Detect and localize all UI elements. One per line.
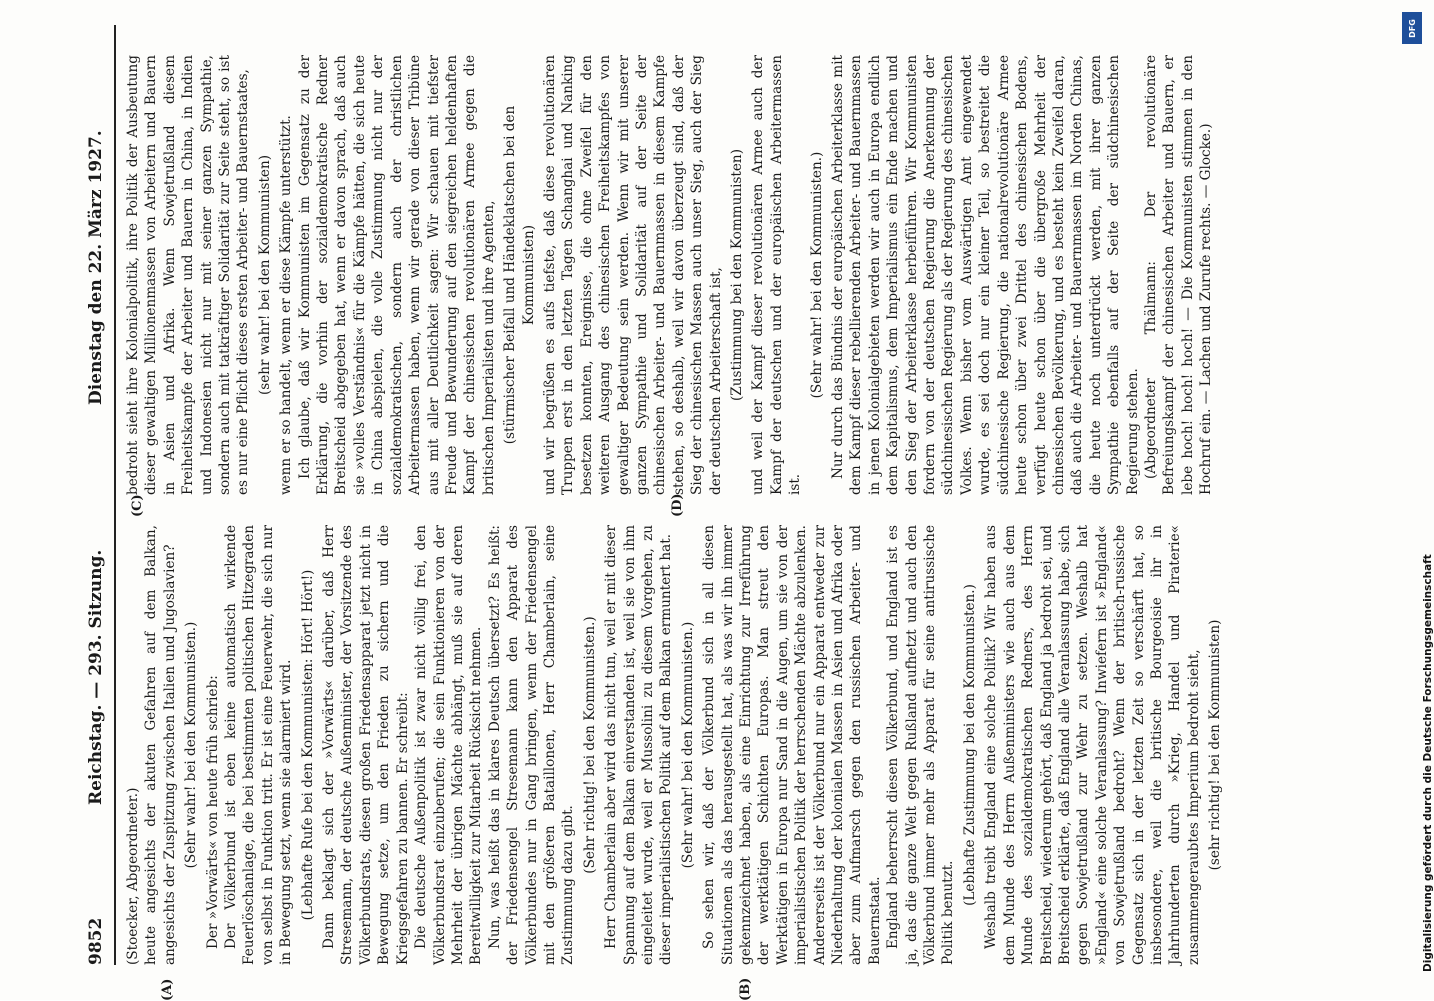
page-header <box>80 25 114 965</box>
speaker-line: (Stoecker, Abgeordneter.) <box>125 787 141 965</box>
paragraph: Der »Vorwärts« von heute früh schrieb: <box>204 675 221 949</box>
paragraph: Nun, was heißt das in klares Deutsch übersetzt? Es heißt: der Friedensengel Stresemann kann den Apparat des Völkerbundes nur in Gang bringen, wenn der Friedensengel mit den größeren Bataillonen, Herr Chamberlain, seine Zustimmung dazu gibt. <box>486 525 577 965</box>
session-title: Reichstag. — 293. Sitzung. <box>86 549 106 805</box>
page-number: 9852 <box>86 917 106 965</box>
interjection: (sehr richtig! bei den Kommunisten) <box>1207 619 1224 871</box>
paragraph: Dann beklagt sich der »Vorwärts« darüber, daß Herr Stresemann, der deutsche Außenminister, der Vorsitzende des Völkerbundsrats, diesen großen Friedensapparat jetzt nicht in Bewegung setze, um den Frieden zu sichern und die Kriegsgefahren zu bannen. Er schreibt: <box>321 525 411 965</box>
paragraph: bedroht sieht ihre Kolonialpolitik, ihre Politik der Ausbeutung dieser gewaltigen Millionenmassen von Arbeitern und Bauern in Asien und Afrika. Wenn Sowjetrußland diesem Freiheitskampfe der Arbeiter und Bauern in China, in Indien und Indonesien nicht nur mit seiner ganzen Sympathie, sondern auch mit tatkräftiger Solidarität zur Seite steht, so ist es nur eine Pflicht dieses ersten Arbeiter- und Bauernstaates, <box>125 55 252 495</box>
paragraph: und weil der Kampf dieser revolutionären Armee auch der Kampf der deutschen und der europäischen Arbeitermassen ist. <box>750 55 804 495</box>
left-column <box>124 525 1228 965</box>
dfg-logo <box>1402 12 1422 44</box>
rotated-page-content <box>80 25 1380 1001</box>
paragraph: Weshalb treibt England eine solche Politik? Wir haben aus dem Munde des Herrn Außenministers wie auch aus dem Munde des sozialdemokratischen Redners, des Herrn Breitscheid, wiederum gehört, daß England ja bedroht sei, und Breitscheid erklärte, daß England alle Veranlassung habe, sich gegen Sowjetrußland zur Wehr zu setzen. Weshalb hat »England« eine solche Veranlassung? Inwiefern ist »England« von Sowjetrußland bedroht? Wenn der britisch-russische Gegensatz sich in der letzten Zeit so verschärft hat, so insbesondere, weil die britische Bourgeoisie ihr in Jahrhunderten durch »Krieg, Handel und Piraterie« zusammengeraubtes Imperium bedroht sieht, <box>983 525 1202 965</box>
interjection: (Sehr wahr! bei den Kommunisten.) <box>679 621 696 869</box>
paragraph: und wir begrüßen es aufs tiefste, daß diese revolutionären Truppen erst in den letzten Tagen Schanghai und Nanking besetzen konnten, Ereignisse, die ohne Zweifel für den weiteren Ausgang des chinesischen Freiheitskampfes von gewaltiger Bedeutung sein werden. Wenn wir mit unserer ganzen Sympathie und Solidarität auf der Seite der chinesischen Arbeiter- und Bauernmassen in diesem Kampfe stehen, so deshalb, weil wir davon überzeugt sind, daß der Sieg der chinesischen Massen auch unser Sieg, auch der Sieg der deutschen Arbeiterschaft ist, <box>541 55 724 495</box>
paragraph: Herr Chamberlain aber wird das nicht tun, weil er mit dieser Spannung auf dem Balkan einverstanden ist, weil sie von ihm eingeleitet wurde, weil er Mussolini zu diesem Vorgehen, zu dieser imperialistischen Politik auf dem Balkan ermuntert hat. <box>603 525 675 965</box>
interjection: (Sehr wahr! bei den Kommunisten.) <box>808 151 825 399</box>
header-rule <box>114 25 116 965</box>
interjection: (sehr wahr! bei den Kommunisten) <box>256 154 273 396</box>
margin-marker-a: (A) <box>160 978 175 1001</box>
right-column <box>124 55 1216 495</box>
interjection: (Zustimmung bei den Kommunisten) <box>729 149 745 401</box>
session-date: Dienstag den 22. März 1927. <box>86 130 106 405</box>
paragraph: Ich glaube, daß wir Kommunisten im Gegensatz zu der Erklärung, die vorhin der sozialdemokratische Redner Breitscheid abgegeben hat, wenn er davon sprach, daß auch sie »volles Verständnis« für die Kämpfe hätten, die sich heute in China abspielen, die volle Zustimmung nicht nur der sozialdemokratischen, sondern auch der christlichen Arbeitermassen haben, wenn wir gerade von dieser Tribüne aus mit aller Deutlichkeit sagen: Wir schauen mit tiefster Freude und Bewunderung auf den siegreichen heldenhaften Kampf der chinesischen revolutionären Armee gegen die britischen Imperialisten und ihre Agenten, <box>296 55 497 495</box>
dfg-logo-text: DFG <box>1407 18 1417 38</box>
paragraph: England beherrscht diesen Völkerbund, und England ist es ja, das die ganze Welt gegen Rußland aufhetzt und auch den Völkerbund immer mehr als Apparat für seine antirussische Politik benutzt. <box>885 525 957 965</box>
interjection: (Sehr richtig! bei den Kommunisten.) <box>581 616 598 874</box>
digitization-credit <box>1400 12 1434 988</box>
margin-marker-b: (B) <box>738 977 753 1001</box>
interjection: (stürmischer Beifall und Händeklatschen bei den Kommunisten) <box>502 105 537 445</box>
credit-text: Digitalisierung gefördert durch die Deutsche Forschungsgemeinschaft <box>1422 554 1434 972</box>
margin-marker-d: (D) <box>670 493 685 517</box>
quote: Der Völkerbund ist eben keine automatisch wirkende Feuerlöschanlage, die bei bestimmten politischen Hitzegraden von selbst in Funktion tritt. Er ist eine Feuerwehr, die sich nur in Bewegung setzt, wenn sie alarmiert wird. <box>223 525 295 965</box>
margin-marker-c: (C) <box>130 494 145 517</box>
quote: Die deutsche Außenpolitik ist zwar nicht völlig frei, den Völkerbundsrat einzuberufen; die sein Funktionieren von der Mehrheit der übrigen Mächte abhängt, muß sie auf deren Bereitwilligkeit zur Mitarbeit Rücksicht nehmen. <box>413 525 485 965</box>
paragraph: wenn er so handelt, wenn er diese Kämpfe unterstützt. <box>278 115 295 495</box>
paragraph: So sehen wir, daß der Völkerbund sich in all diesen Situationen als das herausgestellt hat, als was wir ihn immer gekennzeichnet haben, als eine Einrichtung zur Irreführung der werktätigen Schichten Europas. Man streut den Werktätigen in Europa nur Sand in die Augen, um sie von der imperialistischen Politik der herrschenden Mächte abzulenken. Andererseits ist der Völkerbund nur ein Apparat entweder zur Niederhaltung der kolonialen Massen in Asien und Afrika oder aber zum Aufmarsch gegen den russischen Arbeiter- und Bauernstaat. <box>701 525 883 965</box>
paragraph: heute angesichts der akuten Gefahren auf dem Balkan, angesichts der Zuspitzung zwischen Italien und Jugoslavien? <box>143 525 178 965</box>
interjection: (Abgeordneter Thälmann: Der revolutionäre Befreiungskampf der chinesischen Arbeiter und Bauern, er lebe hoch! hoch! hoch! — Die Kommunisten stimmen in den Hochruf ein. — Lachen und Zurufe rechts. — Glocke.) <box>1142 55 1215 495</box>
interjection: (Lebhafte Zustimmung bei den Kommunisten.) <box>961 584 978 906</box>
interjection: (Lebhafte Rufe bei den Kommunisten: Hört! Hört!) <box>299 569 316 921</box>
paragraph: Nur durch das Bündnis der europäischen Arbeiterklasse mit dem Kampf dieser rebellierenden Arbeiter- und Bauernmassen in jenen Kolonialgebieten werden wir auch in Europa endlich dem Kapitalismus, dem Imperialismus ein Ende machen und den Sieg der Arbeiterklasse herbeiführen. Wir Kommunisten fordern von der deutschen Regierung die Anerkennung der südchinesischen Regierung als der Regierung des chinesischen Volkes. Wenn bisher vom Auswärtigen Amt eingewendet wurde, es sei doch nur ein kleiner Teil, so bestreitet die südchinesische Regierung, die nationalrevolutionäre Armee heute schon über zwei Drittel des chinesischen Bodens, verfügt heute schon über die übergroße Mehrheit der chinesischen Bevölkerung, und es besteht kein Zweifel daran, daß auch die Arbeiter- und Bauernmassen im Norden Chinas, die heute noch unterdrückt werden, mit ihrer ganzen Sympathie ebenfalls auf der Seite der südchinesischen Regierung stehen. <box>830 55 1141 495</box>
interjection: (Sehr wahr! bei den Kommunisten.) <box>183 621 200 869</box>
